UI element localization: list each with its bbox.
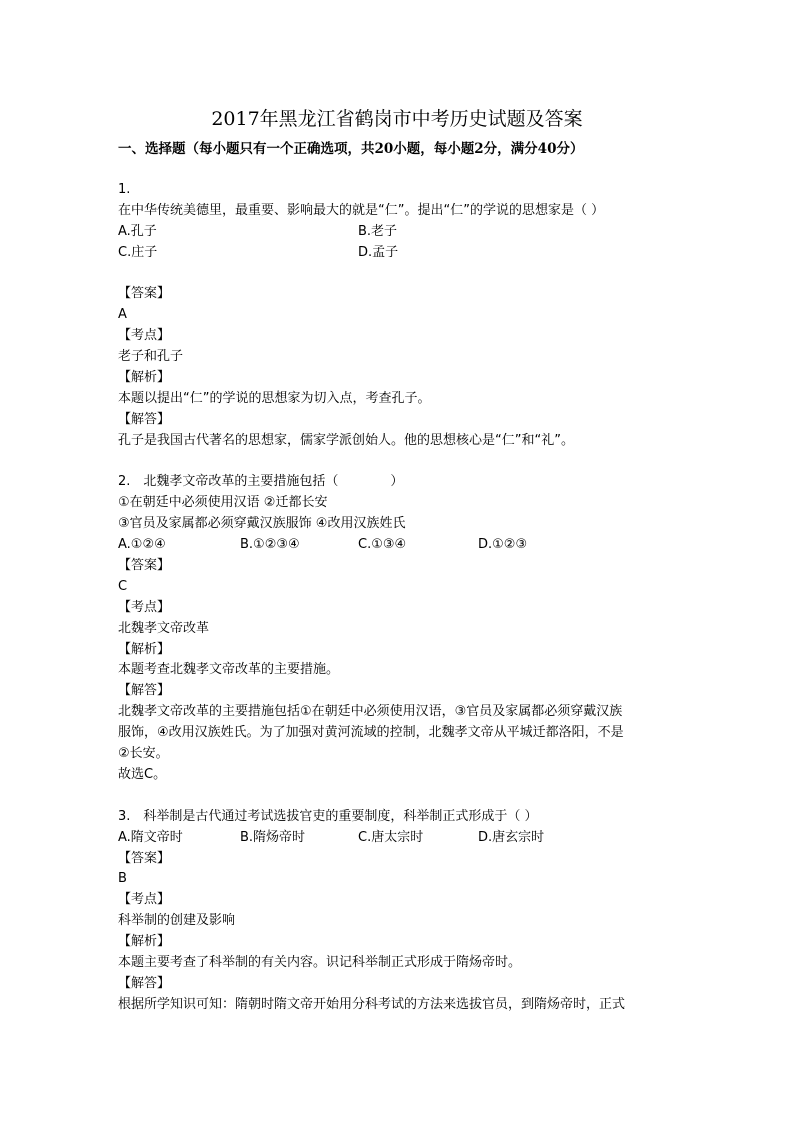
q3-option-c: C.唐太宗时 (358, 829, 424, 845)
q2-options (118, 535, 688, 556)
q2-solution-line2: 服饰，④改用汉族姓氏。为了加强对黄河流域的控制，北魏孝文帝从平城迁都洛阳，不是 (118, 725, 624, 741)
q3-options (118, 828, 688, 849)
q2-analysis-label: 【解析】 (118, 641, 171, 657)
q2-option-d: D.①②③ (478, 537, 528, 553)
q2-items-12: ①在朝廷中必须使用汉语 ②迁都长安 (118, 495, 328, 511)
q1-text: 在中华传统美德里，最重要、影响最大的就是“仁”。提出“仁”的学说的思想家是（ ） (118, 202, 605, 218)
q1-option-c: C.庄子 (118, 244, 158, 260)
q2-solution-line4: 故选C。 (118, 766, 167, 782)
q1-options-row1 (118, 222, 688, 243)
q2-solution-line1: 北魏孝文帝改革的主要措施包括①在朝廷中必须使用汉语，③官员及家属都必须穿戴汉族 (118, 704, 623, 720)
q1-analysis-label: 【解析】 (118, 370, 171, 386)
q3-solution-label: 【解答】 (118, 975, 171, 991)
q1-answer: A (118, 307, 127, 323)
q2-solution-line3: ②长安。 (118, 746, 169, 762)
q3-option-b: B.隋炀帝时 (240, 829, 306, 845)
q2-option-b: B.①②③④ (240, 537, 300, 553)
q1-option-d: D.孟子 (358, 244, 399, 260)
q1-number: 1. (118, 182, 131, 197)
q3-analysis: 本题主要考查了科举制的有关内容。识记科举制正式形成于隋炀帝时。 (118, 954, 522, 970)
q1-option-a: A.孔子 (118, 223, 157, 239)
q3-answer-label: 【答案】 (118, 850, 171, 866)
q1-options-row2 (118, 243, 688, 264)
q1-analysis: 本题以提出“仁”的学说的思想家为切入点，考查孔子。 (118, 390, 431, 406)
q2-point-label: 【考点】 (118, 599, 171, 615)
q1-point-label: 【考点】 (118, 328, 171, 344)
q1-option-b: B.老子 (358, 223, 398, 239)
q3-solution-line1: 根据所学知识可知：隋朝时隋文帝开始用分科考试的方法来选拔官员，到隋炀帝时，正式 (118, 996, 626, 1012)
q1-solution-label: 【解答】 (118, 411, 171, 427)
q2-point: 北魏孝文帝改革 (118, 620, 210, 636)
q3-option-a: A.隋文帝时 (118, 829, 183, 845)
q2-answer: C (118, 578, 128, 594)
q1-solution: 孔子是我国古代著名的思想家，儒家学派创始人。他的思想核心是“仁”和“礼”。 (118, 432, 574, 448)
q2-option-c: C.①③④ (358, 537, 407, 553)
q2-answer-label: 【答案】 (118, 558, 171, 574)
q3-point: 科举制的创建及影响 (118, 913, 236, 929)
section-heading: 一、选择题（每小题只有一个正确选项，共20小题，每小题2分，满分40分） (118, 141, 584, 157)
q1-point: 老子和孔子 (118, 349, 184, 365)
q1-answer-label: 【答案】 (118, 286, 171, 302)
q2-analysis: 本题考查北魏孝文帝改革的主要措施。 (118, 662, 340, 678)
q3-text: 3. 科举制是古代通过考试选拔官吏的重要制度，科举制正式形成于（ ） (118, 808, 538, 824)
q3-option-d: D.唐玄宗时 (478, 829, 545, 845)
q3-analysis-label: 【解析】 (118, 934, 171, 950)
document-title: 2017年黑龙江省鹤岗市中考历史试题及答案 (211, 108, 583, 130)
q2-solution-label: 【解答】 (118, 683, 171, 699)
q2-text: 2. 北魏孝文帝改革的主要措施包括（ ） (118, 474, 404, 490)
q2-option-a: A.①②④ (118, 537, 166, 553)
q3-point-label: 【考点】 (118, 892, 171, 908)
q3-answer: B (118, 871, 127, 887)
q2-items-34: ③官员及家属都必须穿戴汉族服饰 ④改用汉族姓氏 (118, 516, 406, 532)
document-body (118, 180, 688, 1016)
